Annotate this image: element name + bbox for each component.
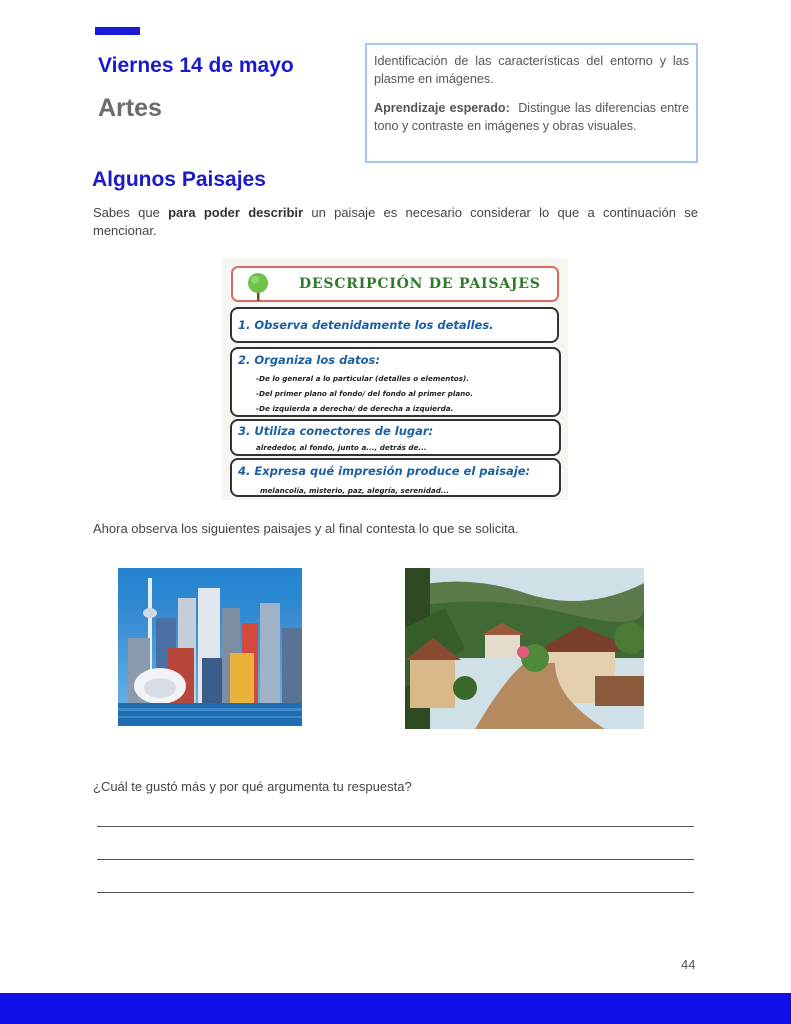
objective-text: Identificación de las características del entorno y las plasme en imágenes. bbox=[374, 54, 689, 86]
city-skyline-painting bbox=[118, 568, 302, 726]
intro-after: un paisaje es necesario considerar lo que a continuación se mencionar. bbox=[93, 205, 698, 238]
learning-expected bbox=[374, 100, 689, 135]
question-text: ¿Cuál te gustó más y por qué argumenta tu respuesta? bbox=[93, 779, 412, 794]
subject-heading: Artes bbox=[98, 94, 162, 122]
step-4-items: melancolía, misterio, paz, alegría, serenidad... bbox=[260, 486, 450, 495]
intro-paragraph bbox=[93, 204, 698, 240]
step-2-item: -De izquierda a derecha/ de derecha a izquierda. bbox=[256, 404, 454, 413]
step-2 bbox=[230, 347, 561, 417]
step-2-item: -De lo general a lo particular (detalles o elementos). bbox=[256, 374, 470, 383]
village-illustration bbox=[405, 568, 644, 729]
step-3-title: 3. Utiliza conectores de lugar: bbox=[238, 424, 434, 438]
step-2-item: -Del primer plano al fondo/ del fondo al primer plano. bbox=[256, 389, 473, 398]
learning-label: Aprendizaje esperado: bbox=[374, 101, 510, 115]
footer-bar bbox=[0, 993, 791, 1024]
infographic-header bbox=[231, 266, 559, 302]
answer-line[interactable] bbox=[97, 826, 694, 827]
step-4-title: 4. Expresa qué impresión produce el paisaje: bbox=[238, 464, 531, 478]
intro-bold: para poder describir bbox=[168, 205, 304, 220]
infographic-title: DESCRIPCIÓN DE PAISAJES bbox=[299, 276, 541, 292]
tree-icon bbox=[247, 272, 269, 302]
city-skyline-illustration bbox=[118, 568, 302, 726]
step-1 bbox=[230, 307, 559, 343]
top-accent-bar bbox=[95, 27, 140, 35]
learning-text: Distingue las diferencias entre tono y contraste en imágenes y obras visuales. bbox=[374, 101, 689, 133]
page-number: 44 bbox=[681, 957, 696, 972]
step-1-title: 1. Observa detenidamente los detalles. bbox=[238, 318, 494, 332]
step-2-title: 2. Organiza los datos: bbox=[238, 353, 380, 367]
step-4 bbox=[230, 458, 561, 497]
date-heading: Viernes 14 de mayo bbox=[98, 54, 294, 77]
landscape-description-infographic bbox=[222, 258, 568, 500]
step-3-items: alrededor, al fondo, junto a..., detrás de... bbox=[256, 443, 427, 452]
objective-box bbox=[365, 43, 698, 163]
answer-line[interactable] bbox=[97, 859, 694, 860]
section-title: Algunos Paisajes bbox=[92, 168, 266, 191]
step-3 bbox=[230, 419, 561, 456]
intro-before: Sabes que bbox=[93, 205, 160, 220]
village-landscape-painting bbox=[405, 568, 644, 729]
observe-prompt: Ahora observa los siguientes paisajes y al final contesta lo que se solicita. bbox=[93, 521, 519, 536]
answer-line[interactable] bbox=[97, 892, 694, 893]
